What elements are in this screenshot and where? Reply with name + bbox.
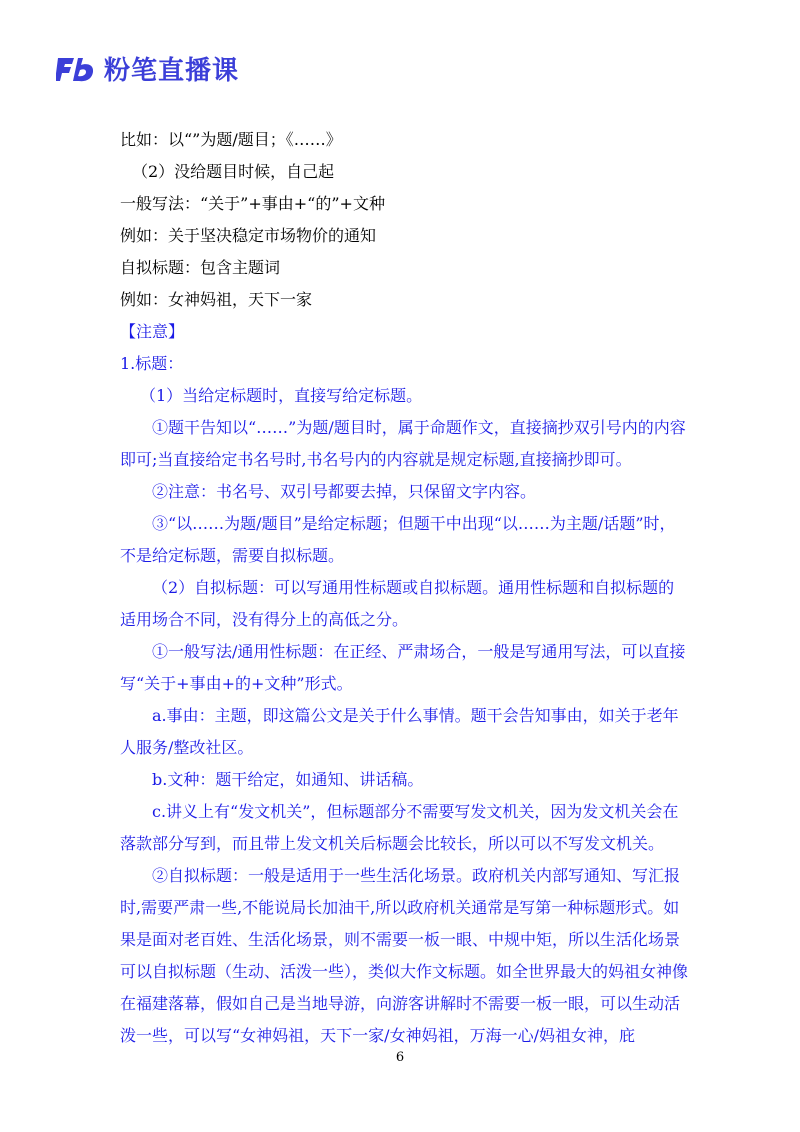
paragraph: 例如：关于坚决稳定市场物价的通知: [120, 226, 377, 245]
page-number: 6: [395, 1050, 405, 1065]
note-heading: 【注意】: [120, 322, 185, 341]
fenbi-logo: [56, 50, 239, 87]
paragraph: c.讲义上有“发文机关”，但标题部分不需要写发文机关，因为发文机关会在落款部分写到，而且带上发文机关后标题会比较长，所以可以不写发文机关。: [120, 802, 679, 853]
paragraph: 比如：以“”为题/题目；《……》: [120, 130, 342, 149]
paragraph: 自拟标题：包含主题词: [120, 258, 281, 277]
logo-text: 粉笔直播课: [104, 56, 240, 86]
paragraph: （1）当给定标题时，直接写给定标题。: [140, 386, 423, 405]
paragraph: （2）自拟标题：可以写通用性标题或自拟标题。通用性标题和自拟标题的适用场合不同，没有得分上的高低之分。: [120, 578, 675, 629]
paragraph: a.事由：主题，即这篇公文是关于什么事情。题干会告知事由，如关于老年人服务/整改社区。: [120, 706, 679, 757]
paragraph: ③“以……为题/题目”是给定标题；但题干中出现“以……为主题/话题”时，不是给定标题，需要自拟标题。: [120, 514, 676, 565]
paragraph: （2）没给题目时候，自己起: [132, 162, 335, 181]
paragraph: ②注意：书名号、双引号都要去掉，只保留文字内容。: [152, 482, 537, 501]
paragraph: 1.标题：: [120, 354, 184, 373]
fb-logo-icon: [56, 54, 98, 84]
paragraph: 一般写法：“关于”+事由+“的”+文种: [120, 194, 385, 213]
paragraph: ②自拟标题：一般是适用于一些生活化场景。政府机关内部写通知、写汇报时,需要严肃一些,不能说局长加油干,所以政府机关通常是写第一种标题形式。如果是面对老百姓、生活化场景，则不需要一板一眼、中规中矩，所以生活化场景可以自拟标题（生动、活泼一些），类似大作文标题。如全世界最大的妈祖女神像在福建落幕，假如自己是当地导游，向游客讲解时不需要一板一眼，可以生动活泼一些，可以写“女神妈祖，天下一家/女神妈祖，万海一心/妈祖女神，庇: [120, 866, 689, 1045]
paragraph: ①一般写法/通用性标题：在正经、严肃场合，一般是写通用写法，可以直接写“关于+事由+的+文种”形式。: [120, 642, 686, 693]
document-body: [120, 124, 690, 1052]
paragraph: ①题干告知以“……”为题/题目时，属于命题作文，直接摘抄双引号内的内容即可;当直接给定书名号时,书名号内的内容就是规定标题,直接摘抄即可。: [120, 418, 686, 469]
paragraph: 例如：女神妈祖，天下一家: [120, 290, 313, 309]
paragraph: b.文种：题干给定，如通知、讲话稿。: [152, 770, 424, 789]
